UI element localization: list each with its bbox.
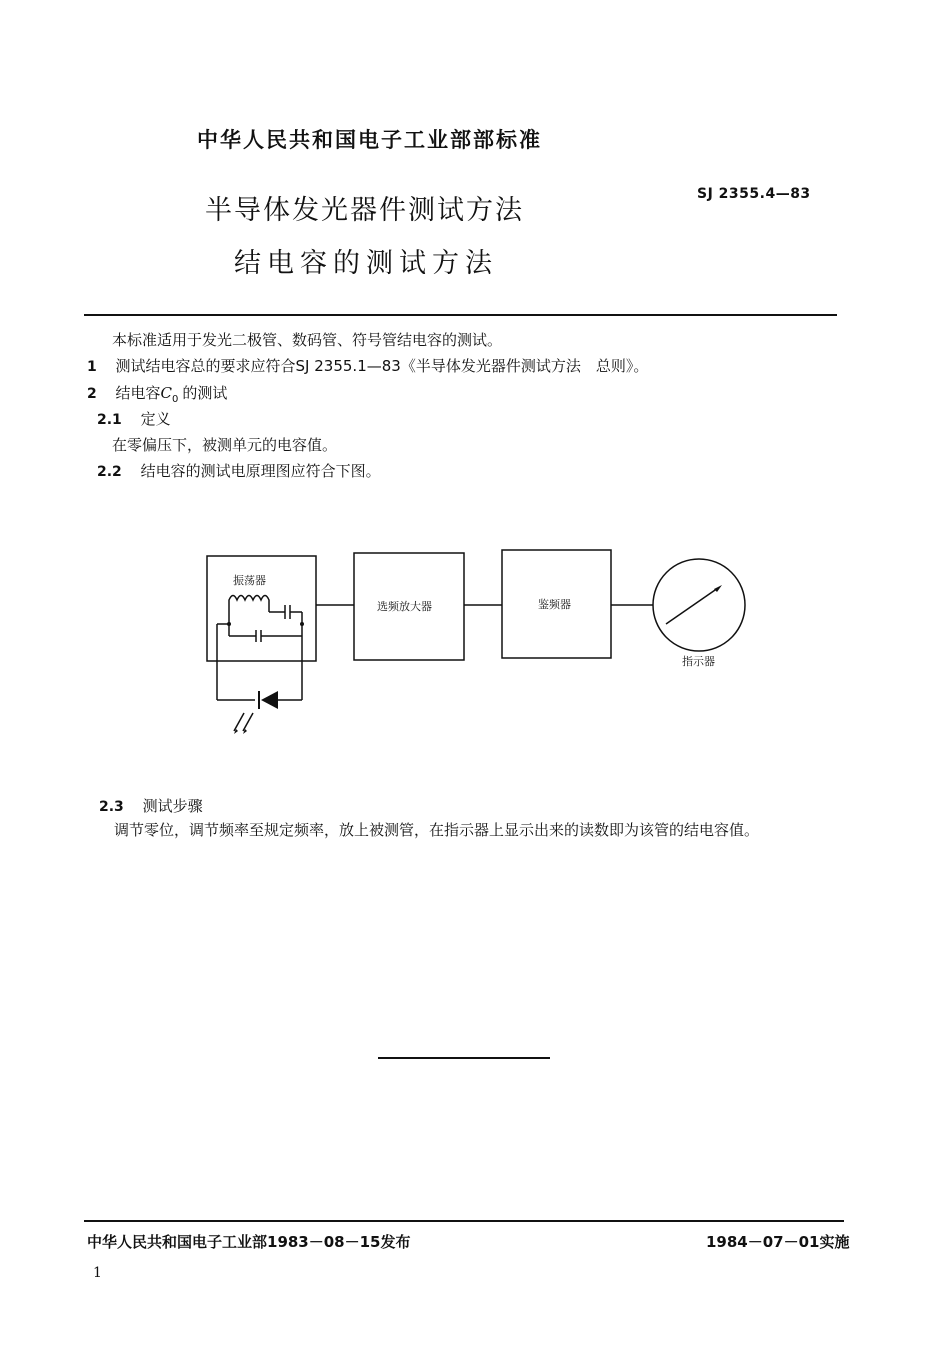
section-title: 测试步骤 bbox=[142, 797, 203, 815]
document-title: 半导体发光器件测试方法 bbox=[205, 195, 524, 226]
effective-date: 1984－07－01实施 bbox=[706, 1233, 850, 1251]
capacitance-subscript: 0 bbox=[172, 394, 179, 405]
indicator-dial bbox=[653, 559, 745, 651]
footer-rule bbox=[84, 1220, 844, 1222]
section-number: 2.2 bbox=[97, 464, 122, 480]
page-number: 1 bbox=[93, 1265, 102, 1281]
section-number: 2.1 bbox=[97, 412, 122, 428]
document-subtitle: 结电容的测试方法 bbox=[234, 248, 498, 279]
procedure-text: 调节零位，调节频率至规定频率，放上被测管，在指示器上显示出来的读数即为该管的结电容值。 bbox=[114, 821, 760, 839]
section-text-suffix: 的测试 bbox=[182, 384, 228, 402]
section-text: 结电容的测试电原理图应符合下图。 bbox=[140, 462, 381, 480]
indicator-needle-icon bbox=[714, 585, 722, 592]
oscillator-block bbox=[207, 556, 316, 661]
capacitance-symbol: C bbox=[160, 384, 173, 402]
end-rule bbox=[378, 1057, 550, 1059]
standard-code: SJ 2355.4—83 bbox=[697, 186, 811, 202]
section-text: 结电容 bbox=[115, 384, 161, 402]
section-number: 1 bbox=[87, 359, 97, 375]
issue-date: 中华人民共和国电子工业部1983－08－15发布 bbox=[87, 1233, 411, 1251]
section-2-3 bbox=[99, 795, 203, 816]
selective-amplifier-label: 选频放大器 bbox=[377, 600, 432, 613]
oscillator-label: 振荡器 bbox=[233, 574, 266, 587]
intro-paragraph: 本标准适用于发光二极管、数码管、符号管结电容的测试。 bbox=[112, 331, 503, 349]
definition-text: 在零偏压下，被测单元的电容值。 bbox=[112, 436, 338, 454]
inductor-icon bbox=[229, 596, 269, 613]
section-number: 2.3 bbox=[99, 799, 124, 815]
section-title: 定义 bbox=[140, 410, 171, 428]
section-number: 2 bbox=[87, 386, 97, 402]
section-text: 测试结电容总的要求应符合SJ 2355.1—83《半导体发光器件测试方法 总则》。 bbox=[115, 357, 649, 375]
standard-heading: 中华人民共和国电子工业部部标准 bbox=[197, 128, 542, 152]
indicator-label: 指示器 bbox=[682, 655, 715, 668]
discriminator-label: 鉴频器 bbox=[538, 598, 571, 611]
led-diode-icon bbox=[261, 691, 278, 709]
